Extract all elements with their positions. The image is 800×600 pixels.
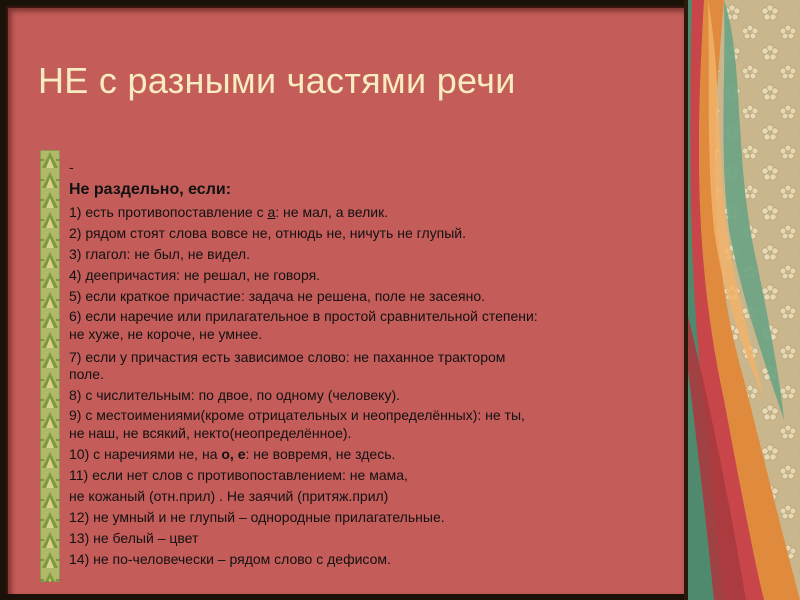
rule-item: 4) деепричастия: не решал, не говоря. [69,267,321,283]
rule-text: 1) есть противопоставление с [69,204,268,220]
slide-panel [6,6,684,594]
rule-item: 5) если краткое причастие: задача не решена, поле не засеяно. [69,288,486,304]
slide-title: НЕ с разными частями речи [38,60,516,101]
rule-item: 12) не умный и не глупый – однородные прилагательные. [69,509,445,525]
rule-item: 11) если нет слов с противопоставлением: не мама, [69,467,408,483]
rule-underlined-letter: а [267,204,276,220]
rule-item-continuation: не хуже, не короче, не умнее. [69,326,263,342]
rules-list [69,160,669,570]
rule-item: 13) не белый – цвет [69,530,199,546]
rule-item-continuation: не наш, не всякий, некто(неопределённое). [69,425,352,441]
rule-bold-letters: о, е [221,446,246,462]
rule-item: 3) глагол: не был, не видел. [69,246,250,262]
rule-item: 6) если наречие или прилагательное в простой сравнительной степени: [69,308,538,324]
rule-item [69,444,669,465]
rule-item [69,202,669,223]
decorative-side-panel [684,0,800,600]
rule-item: 14) не по-человечески – рядом слово с дефисом. [69,551,391,567]
dash-marker: - [69,159,74,175]
rules-heading: Не раздельно, если: [69,181,232,198]
rule-text: 10) с наречиями не, на [69,446,222,462]
rule-text: : не вовремя, не здесь. [245,446,396,462]
rule-item-continuation: поле. [69,366,104,382]
rule-item-continuation: не кожаный (отн.прил) . Не заячий (притяж.прил) [69,488,389,504]
bullet-strip-decoration [40,150,60,582]
rule-item: 7) если у причастия есть зависимое слово: не паханное трактором [69,349,506,365]
rule-item: 2) рядом стоят слова вовсе не, отнюдь не, ничуть не глупый. [69,225,466,241]
rule-item: 9) с местоимениями(кроме отрицательных и неопределённых): не ты, [69,407,525,423]
rule-text: : не мал, а велик. [275,204,389,220]
rule-item: 8) с числительным: по двое, по одному (человеку). [69,387,401,403]
